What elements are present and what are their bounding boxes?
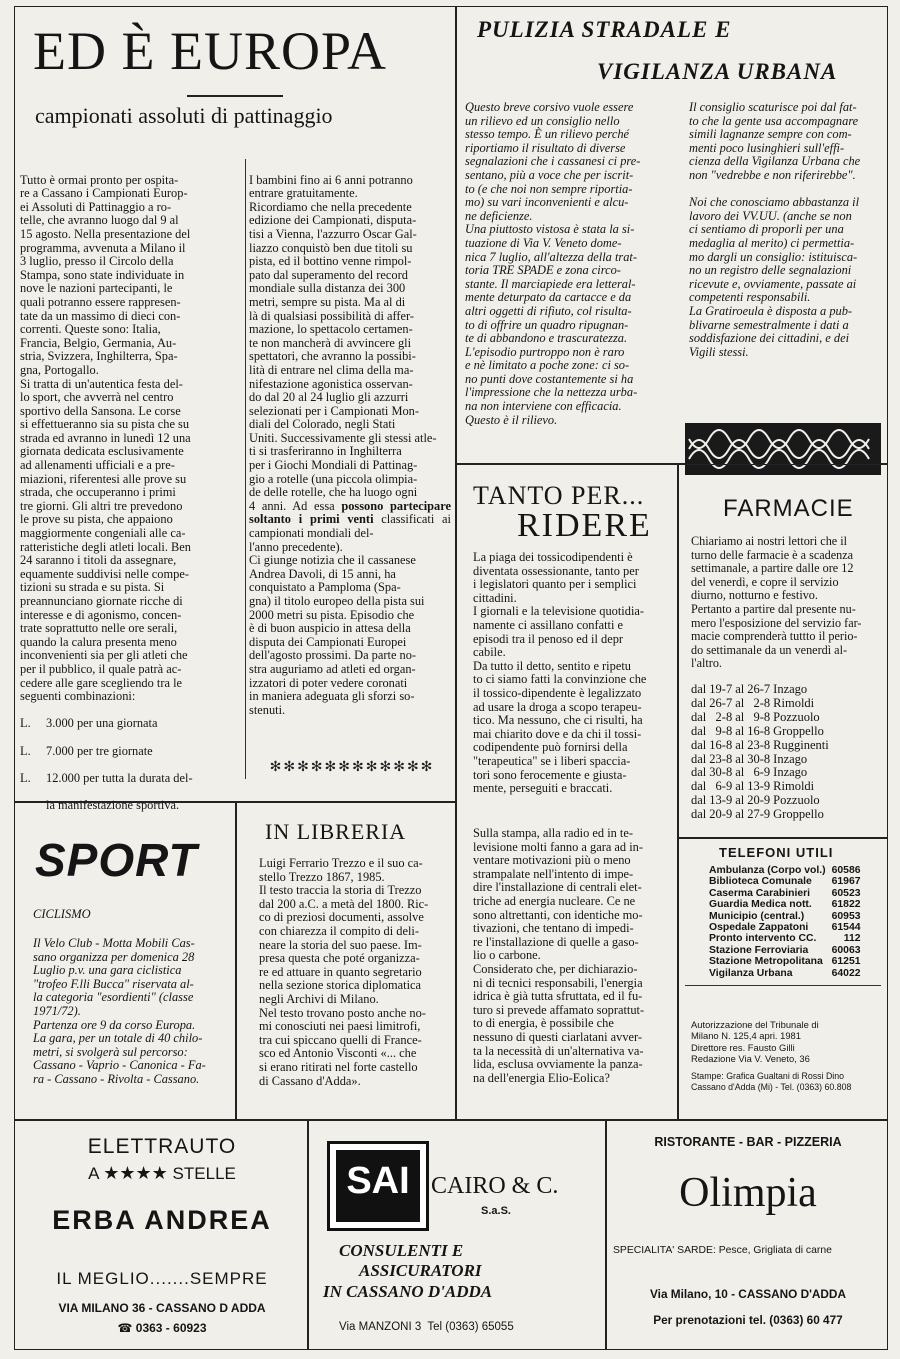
telefono-row [709,876,867,887]
article-libreria [236,802,456,1120]
column-divider [245,159,246,779]
farmacie-cell-al: al [735,737,745,752]
article-europa [14,6,456,812]
farmacie-cell-name: Inzago [773,682,808,696]
section-label: CICLISMO [33,907,91,921]
legal-info: Autorizzazione del Tribunale di Milano N. 125,4 apri. 1981 Direttore res. Fausto Gilli Redazione Via V. Veneto, 36 [691,1019,819,1065]
farmacie-cell-name: Inzago [773,765,808,780]
telefono-cell-name: Ambulanza (Corpo vol.) [709,865,826,876]
ornament-stars: ✻ ✻ ✻ ✻ ✻ ✻ ✻ ✻ ✻ ✻ ✻ ✻ [269,760,433,775]
sai-logo-inner [336,1150,420,1222]
telefono-cell-name: Ospedale Zappatoni [709,922,809,934]
print-info: Stampe: Grafica Gualtani di Rossi Dino Cassano d'Adda (Mi) - Tel. (0363) 60.808 [691,1071,852,1093]
phone-icon: ☎ [117,1321,133,1335]
ad-address: Via Milano, 10 - CASSANO D'ADDA [650,1287,846,1301]
article-text: Chiariamo ai nostri lettori che il turno delle farmacie è a scadenza settimanale, a partire dalle ore 12 del venerdì, e copre il servizio diurno, notturno e festivo. Pertanto a partire dal presente nu- mero l'esposizione del servizio far- macie comprenderà tuttto il perio- do settimanale da un venerdì al- l'altro. [691,534,862,671]
telefono-cell-name: Vigilanza Urbana [709,967,793,979]
article-text: Il Velo Club - Motta Mobili Cas- sano organizza per domenica 28 Luglio p.v. una gara ciclistica "trofeo F.lli Bucca" riservata al- la categoria "esordienti" (classe 1971/72). Partenza ore 9 da corso Europa. La gara, per un totale di 40 chilo- metri, si svolgerà sul percorso: Cassano - Vaprio - Canonica - Fa- ra - Cassano - Rivolta - Cassano. [33,936,206,1086]
farmacie-cell-to: 2-8 [753,695,771,710]
telefono-row [709,899,867,910]
telefono-row [709,945,867,956]
farmacie-cell-dal: dal [691,695,707,710]
ad-sai [308,1120,606,1350]
farmacie-cell-to: 16-8 [747,723,771,738]
farmacie-cell-from: 26-7 [709,695,733,710]
article-title: ED È EUROPA [33,21,388,81]
farmacie-cell-al: al [735,765,745,780]
farmacie-cell-dal: dal [691,807,707,822]
telefono-row [709,968,867,979]
ad-phone-line [15,1321,309,1335]
farmacie-cell-dal: dal [691,682,707,696]
farmacie-cell-dal: dal [691,793,707,808]
farmacie-cell-to: 23-8 [747,737,771,752]
farmacie-cell-dal: dal [691,751,707,766]
farmacie-cell-al: al [735,709,745,724]
telefono-cell-num: 64022 [831,967,861,979]
telefono-cell-num: 61544 [831,922,861,934]
farmacie-cell-from: 20-9 [709,807,733,822]
farmacie-cell-al: al [735,751,745,766]
farmacie-cell-name: Groppello [773,807,824,822]
article-sport [14,802,236,1120]
telefono-row [709,888,867,899]
farmacie-cell-dal: dal [691,765,707,780]
farmacie-cell-al: al [735,682,745,696]
telefono-cell-num: 60586 [831,865,861,876]
farmacie-row [691,697,832,711]
sai-logo [327,1141,429,1231]
telefono-cell-name: Municipio (central.) [709,910,805,922]
article-column-1 [20,160,242,840]
telefono-cell-num: 60953 [831,910,861,922]
farmacie-cell-name: Inzago [773,751,808,766]
farmacie-cell-to: 9-8 [753,709,771,724]
price-item: L. 12.000 per tutta la durata del- [20,770,193,785]
article-title: FARMACIE [723,495,854,522]
farmacie-row [691,739,832,753]
farmacie-cell-to: 6-9 [753,765,771,780]
article-title-line-1: PULIZIA STRADALE E [477,17,732,42]
column-text: I bambini fino ai 6 anni potranno entrare gratuitamente. Ricordiamo che nella precedente edizione dei Campionati, disputa- tisi a Vienna, l'azzurro Oscar Gal- liazzo conquistò ben due titoli su pista, ed il bottino venne rimpol- pato dal superamento del record mondiale sulla distanza dei 300 metri, sempre su pista. Ma al di là di qualsiasi possibilità di affer- mazione, lo spettacolo certamen- te non mancherà di avvincere gli spettatori, che avranno la possibi- lità di entrare nel clima della ma- nifestazione agonistica osservan- do dal 20 al 24 luglio gli azzurri selezionati per i Campionati Mon- diali del Colorado, negli Stati Uniti. Successivamente gli stessi atle- ti si trasferiranno in Inghilterra per i Giochi Mondiali di Pattinag- gio a rotelle (una piccola olimpia- de delle rotelle, che ha luogo ogni 4 anni. Ad essa [249,172,437,513]
farmacie-cell-to: 13-9 [747,779,771,794]
farmacie-cell-from: 6-9 [715,779,733,794]
telefono-cell-name: Guardia Medica nott. [709,899,812,911]
title-rule [187,95,283,97]
stars-suffix: STELLE [172,1164,236,1183]
telefono-cell-num: 60063 [831,944,861,956]
article-title-line-2: VIGILANZA URBANA [597,59,838,84]
ad-specialties: SPECIALITA' SARDE: Pesce, Grigliata di carne [613,1245,832,1256]
ad-company: CAIRO & C. [431,1173,559,1199]
telefono-cell-num: 61822 [831,899,861,911]
farmacie-cell-al: al [735,695,745,710]
article-column-2: Il consiglio scaturisce poi dal fat- to che la gente usa accompagnare simili lagnanze sempre con com- menti poco lusinghieri sull'effi- cienza della Vigilanza Urbana che non "vedrebbe e non riferirebbe". Noi che conosciamo abbastanza il lavoro dei VV.UU. (anche se non ci sentiamo di proporli per una medaglia al merito) ci permettia- mo dargli un consiglio: istituisca- no un registro delle segnalazioni ricevute e, ovviamente, passate ai competenti responsabili. La Gratiroeula è disposta a pub- blivarne semestralmente i dati a soddisfazione dei cittadini, e dei Vigili stessi. [689,100,861,359]
farmacie-cell-al: al [735,807,745,822]
telefono-row [709,956,867,967]
farmacie-cell-name: Rimoldi [773,779,815,794]
ad-elettrauto [14,1120,308,1350]
telefono-cell-name: Stazione Ferroviaria [709,944,809,956]
farmacie-cell-dal: dal [691,779,707,794]
article-title: IN LIBRERIA [265,819,407,844]
ad-line-2: ASSICURATORI [359,1261,482,1280]
farmacie-cell-dal: dal [691,709,707,724]
telefono-cell-num: 61251 [831,956,861,968]
farmacie-row [691,808,832,822]
article-subtitle: campionati assoluti di pattinaggio [35,103,333,128]
farmacie-cell-to: 26-7 [747,682,771,696]
farmacie-cell-dal: dal [691,723,707,738]
telefono-cell-num: 112 [843,933,861,945]
ad-phone: 0363 - 60923 [135,1321,207,1335]
farmacie-cell-name: Pozzuolo [773,793,820,808]
ad-address: Via MANZONI 3 Tel (0363) 65055 [339,1321,514,1333]
price-item: L. 3.000 per una giornata [20,716,158,731]
column-text: classificati ai campionati mondiali del- l'anno precedente). Ci giunge notizia che il cassanese Andrea Davoli, di 15 anni, ha conquistato a Pamploma (Spa- gna) il titolo europeo della pista sui 2000 metri su pista. Episodio che è di buon auspicio in attesa della disputa dei Campionati Europei dell'agosto prossimi. Da parte no- stra auguriamo ad atleti ed organ- izzatori di poter vedere coronati in maniera adeguata gli sforzi so- stenuti. [249,512,451,717]
article-text-2: Sulla stampa, alla radio ed in te- levisione molti fanno a gara ad in- ventare motivazioni più o meno strampalate nell'intento di impe- dire l'installazione di centrali elet- triche ad energia nucleare. Ce ne sono altrettanti, con identiche mo- tivazioni, che tentano di impedi- re l'installazione di quelle a gaso- lio o carbone. Considerato che, per dichiarazio- ni di tecnici responsabili, l'energia idrica è già tutta sfruttata, ed il fu- turo si prevede affamato soprattut- to di energia, è possibile che nessuno di questi ciarlatani avver- ta la necessità di un'alternativa va- lida, esclusa ovviamente la panza- na dell'energia Elio-Eolica? [473,826,645,1085]
farmacie-row [691,753,832,767]
telefoni-table [709,865,867,979]
farmacie-cell-to: 30-8 [747,751,771,766]
telefono-row [709,922,867,933]
farmacie-table [691,683,832,822]
price-item-tail: la manifestazione sportiva. [46,797,180,812]
farmacie-row [691,780,832,794]
farmacie-cell-name: Groppello [773,723,824,738]
ad-title: ELETTRAUTO [87,1135,237,1158]
farmacie-row [691,683,832,697]
telefono-cell-name: Pronto intervento CC. [709,933,817,945]
farmacie-cell-from: 19-7 [709,682,733,696]
ad-business-name: Olimpia [679,1170,817,1216]
farmacie-cell-name: Pozzuolo [773,709,820,724]
farmacie-cell-name: Rimoldi [773,695,815,710]
article-column-2 [249,160,451,717]
article-ridere [456,464,678,1120]
stars-prefix: A [88,1164,99,1183]
farmacie-row [691,794,832,808]
article-farmacie [678,464,888,838]
ad-business-name: ERBA ANDREA [52,1205,272,1235]
article-title: TELEFONI UTILI [719,845,834,860]
farmacie-cell-al: al [735,779,745,794]
article-title-line-1: TANTO PER... [473,481,645,510]
article-title-line-2: RIDERE [517,507,652,544]
farmacie-cell-from: 2-8 [715,709,733,724]
article-text-1: La piaga dei tossicodipendenti è diventata ossessionante, tanto per i legislatori quanto per i semplici cittadini. I giornali e la televisione quotidia- namente ci assillano confatti e episodi tra il penoso ed il depr cabile. Da tutto il detto, sentito e ripetu to ci siamo fatti la convinzione che il tossico-dipendente è legalizzato ad usare la droga a scopo terapeu- tico. Ma nessuno, che ci risulti, ha mai chiarito dove e da chi il tossi- codipendente può fornirsi della "terapeutica" se i liberi spaccia- tori sono ferocemente e giusta- mente, perseguiti e braccati. [473,550,647,796]
star-icon: ★★★★ [103,1163,168,1183]
telefono-cell-name: Biblioteca Comunale [709,876,812,888]
telefono-cell-name: Caserma Carabinieri [709,887,811,899]
ad-line-1: CONSULENTI E [339,1241,464,1260]
article-column-1: Questo breve corsivo vuole essere un rilievo ed un consiglio nello stesso tempo. È un rilievo perché riportiamo il risultato di diverse segnalazioni che i cassanesi ci pre- sentano, più a voce che per iscrit- to (e che noi non sempre riportia- mo) su vari inconvenienti e alcu- ne deficienze. Una piuttosto vistosa è stata la si- tuazione di Via V. Veneto dome- nica 7 luglio, all'altezza della trat- toria TRE SPADE e zona circo- stante. Il marciapiede era letteral- mente deturpato da cartacce e da altri oggetti di rifiuto, col risulta- to di offrire un quadro ripugnan- te di abbandono e trascuratezza. L'episodio purtroppo non è raro e nè limitato a poche zone: ci so- no punti dove costantemente si ha l'impressione che la nettezza urba- na non interviene con efficacia. Questo è il rilievo. [465,100,641,427]
farmacie-cell-al: al [735,793,745,808]
article-title: SPORT [35,834,198,886]
ad-line-3: IN CASSANO D'ADDA [323,1282,493,1301]
farmacie-row [691,725,832,739]
price-item: L. 7.000 per tre giornate [20,743,153,758]
bold-text: possono partecipare soltanto i primi venti [249,498,451,527]
telefono-cell-num: 61967 [831,876,861,888]
sai-logo-text: SAI [346,1160,410,1202]
article-pulizia [456,6,888,464]
telefono-cell-name: Stazione Metropolitana [709,956,823,968]
farmacie-cell-from: 16-8 [709,737,733,752]
ad-slogan: IL MEGLIO.......SEMPRE [56,1269,268,1288]
farmacie-cell-from: 13-9 [709,793,733,808]
ad-stars-line [15,1163,309,1184]
ad-phone: Per prenotazioni tel. (0363) 60 477 [653,1313,843,1327]
farmacie-cell-to: 20-9 [747,793,771,808]
divider [685,985,881,986]
farmacie-row [691,711,832,725]
farmacie-cell-from: 23-8 [709,751,733,766]
column-text: Tutto è ormai pronto per ospita- re a Cassano i Campionati Europ- ei Assoluti di Pattinaggio a ro- telle, che avranno luogo dal 9 al 15 agosto. Nella presentazione del programma, avvenuta a Milano il 3 luglio, presso il Circolo della Stampa, sono state individuate in nove le nazioni partecipanti, le quali potranno essere rappresen- tate da un massimo di dieci con- correnti. Queste sono: Italia, Francia, Belgio, Germania, Au- stria, Svizzera, Inghilterra, Spa- gna, Portogallo. Si tratta di un'autentica festa del- lo sport, che avverrà nel centro sportivo della Sansona. Le corse si effettueranno sia su pista che su strada ed avranno in lunedì 12 una giornata dedicata esclusivamente ad allenamenti ufficiali e a pre- miazioni, riferentesi alle prove su strada, che occuperanno i primi tre giorni. Gli altri tre prevedono le prove su pista, che appaiono maggiormente congeniali alle ca- ratteristiche degli atleti locali. Ben 24 saranno i titoli da assegnare, equamente suddivisi nelle compe- tizioni su strada e su pista. Si preannunciano giornate ricche di interesse e di agonismo, concen- trate soprattutto nelle ore serali, quando la calura presenta meno inconvenienti sia per gli atleti che per il pubblico, il quale patrà ac- cedere alle gare scegliendo tra le seguenti combinazioni: [20,172,191,704]
telefono-row [709,933,867,944]
telefono-cell-num: 60523 [831,887,861,899]
ad-address: VIA MILANO 36 - CASSANO D ADDA [58,1301,266,1315]
farmacie-cell-from: 30-8 [709,765,733,780]
ad-top-line: RISTORANTE - BAR - PIZZERIA [654,1135,842,1149]
farmacie-cell-name: Rugginenti [773,737,829,752]
farmacie-cell-to: 27-9 [747,807,771,822]
farmacie-cell-al: al [735,723,745,738]
article-text: Luigi Ferrario Trezzo e il suo ca- stello Trezzo 1867, 1985. Il testo traccia la storia di Trezzo dal 200 a.C. a metà del 1800. Ric- co di preziosi documenti, assolve con chiarezza il compito di deli- neare la storia del suo paese. Im- presa questa che poté organizza- re ed attuare in quanto segretario nella sezione storica diplomatica negli Archivi di Milano. Nel testo trovano posto anche no- mi conosciuti nei paesi limitrofi, tra cui spiccano quelli di France- sco ed Antonio Visconti «... che si erano ritirati nel forte castello di Cassano d'Adda». [259,856,429,1088]
article-telefoni [678,838,888,1120]
farmacie-cell-from: 9-8 [715,723,733,738]
farmacie-cell-dal: dal [691,737,707,752]
ad-company-type: S.a.S. [481,1205,511,1217]
ad-olimpia [606,1120,888,1350]
farmacie-row [691,766,832,780]
telefono-row [709,865,867,876]
telefono-row [709,911,867,922]
